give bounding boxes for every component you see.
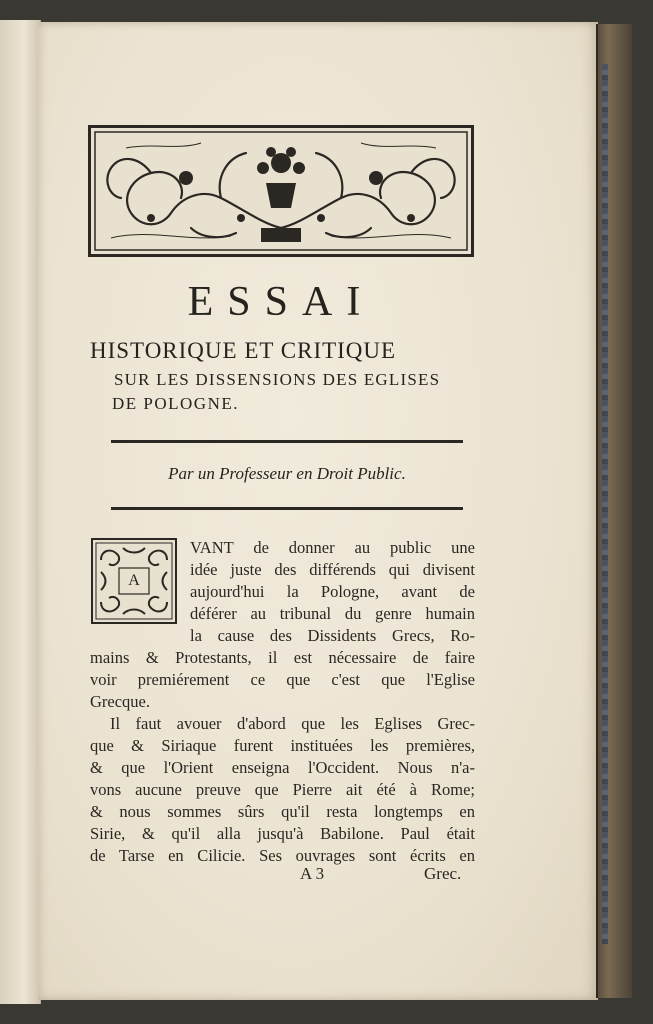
body-line: mains & Protestants, il est nécessaire de faire xyxy=(90,648,475,667)
floral-ornament-icon xyxy=(91,128,471,254)
body-line: & que l'Orient enseigna l'Occident. Nous n'a- xyxy=(90,758,475,777)
title-main: ESSAI xyxy=(187,279,375,325)
title-line-1: HISTORIQUE ET CRITIQUE xyxy=(90,338,397,363)
ornamental-headpiece xyxy=(88,125,474,257)
body-line: idée juste des différends qui divisent xyxy=(190,560,475,579)
body-line: que & Siriaque furent instituées les premières, xyxy=(90,736,475,755)
divider-rule-top xyxy=(111,440,463,443)
body-line: VANT de donner au public une xyxy=(190,538,475,557)
book-spine-left xyxy=(0,20,41,1004)
body-line: vons aucune preuve que Pierre ait été à Rome; xyxy=(90,780,475,799)
body-line: Il faut avouer d'abord que les Eglises Grec- xyxy=(110,714,475,733)
body-line: Sirie, & qu'il alla jusqu'à Babilone. Paul était xyxy=(90,824,475,843)
author-line: Par un Professeur en Droit Public. xyxy=(168,464,406,483)
decorated-initial xyxy=(91,538,177,624)
body-line: la cause des Dissidents Grecs, Ro- xyxy=(190,626,475,645)
divider-rule-bottom xyxy=(111,507,463,510)
book-cover-edge xyxy=(596,24,632,998)
title-line-2: SUR LES DISSENSIONS DES EGLISES xyxy=(114,370,441,389)
body-line: déférer au tribunal du genre humain xyxy=(190,604,475,623)
signature-mark: A 3 xyxy=(300,864,325,883)
catchword: Grec. xyxy=(424,864,462,883)
body-line: de Tarse en Cilicie. Ses ouvrages sont écrits en xyxy=(90,846,475,865)
body-line: & nous sommes sûrs qu'il resta longtemps en xyxy=(90,802,475,821)
body-line: voir premiérement ce que c'est que l'Eglise xyxy=(90,670,475,689)
body-line: aujourd'hui la Pologne, avant de xyxy=(190,582,475,601)
dropcap-letter: A xyxy=(128,572,140,589)
body-line: Grecque. xyxy=(90,692,151,711)
title-line-3: DE POLOGNE. xyxy=(112,394,239,413)
